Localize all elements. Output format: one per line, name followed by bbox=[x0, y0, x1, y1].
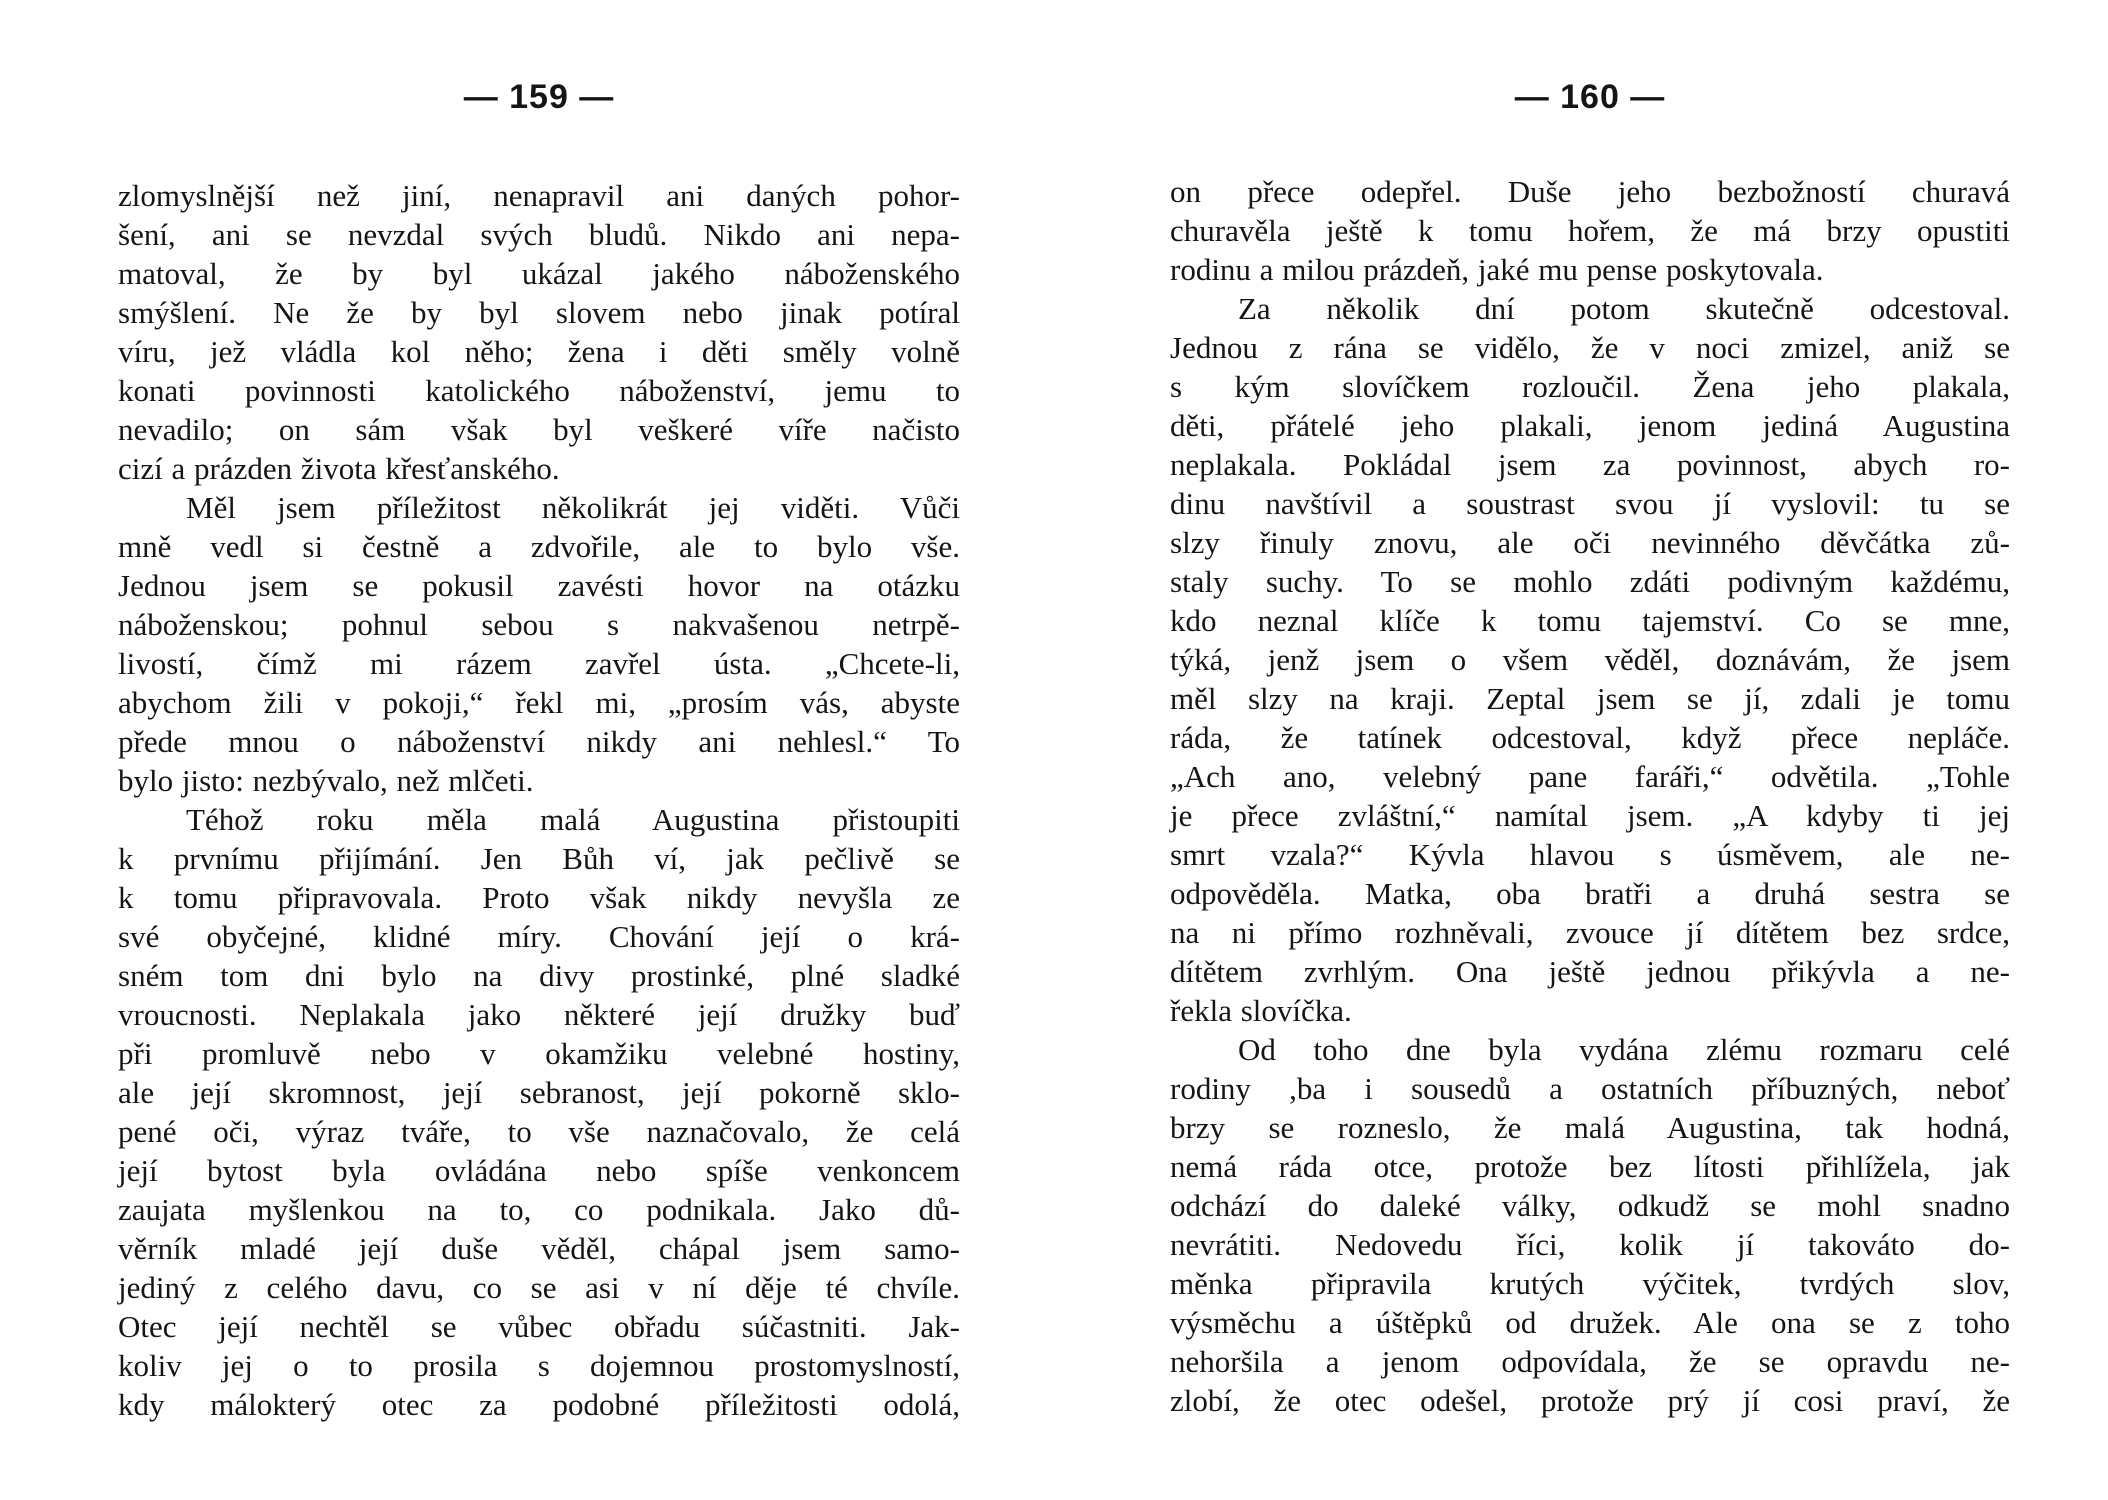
text-line: věrník mladé její duše věděl, chápal jsem samo- bbox=[118, 1231, 960, 1266]
text-line: k tomu připravovala. Proto však nikdy nevyšla ze bbox=[118, 880, 960, 915]
text-line: odchází do daleké války, odkudž se mohl snadno bbox=[1170, 1188, 2010, 1223]
text-line: livostí, čímž mi rázem zavřel ústa. „Chcete-li, bbox=[118, 646, 960, 681]
text-line: k prvnímu přijímání. Jen Bůh ví, jak pečlivě se bbox=[118, 841, 960, 876]
text-line: své obyčejné, klidné míry. Chování její o krá- bbox=[118, 919, 960, 954]
text-line: Za několik dní potom skutečně odcestoval. bbox=[1238, 291, 2010, 326]
text-line: konati povinnosti katolického náboženství, jemu to bbox=[118, 373, 960, 408]
text-line: cizí a prázden života křesťanského. bbox=[118, 451, 560, 486]
text-line: dinu navštívil a soustrast svou jí vyslovil: tu se bbox=[1170, 486, 2010, 521]
text-line: odpověděla. Matka, oba bratři a druhá sestra se bbox=[1170, 876, 2010, 911]
text-line: výsměchu a úštěpků od družek. Ale ona se z toho bbox=[1170, 1305, 2010, 1340]
text-line: Téhož roku měla malá Augustina přistoupiti bbox=[186, 802, 960, 837]
text-line: její bytost byla ovládána nebo spíše venkoncem bbox=[118, 1153, 960, 1188]
text-line: Jednou jsem se pokusil zavésti hovor na otázku bbox=[118, 568, 960, 603]
text-line: Od toho dne byla vydána zlému rozmaru celé bbox=[1238, 1032, 2010, 1067]
text-line: neplakala. Pokládal jsem za povinnost, abych ro- bbox=[1170, 447, 2010, 482]
text-line: rodiny ,ba i sousedů a ostatních příbuzných, neboť bbox=[1170, 1071, 2010, 1106]
text-line: zlomyslnější než jiní, nenapravil ani daných pohor- bbox=[118, 178, 960, 213]
text-line: churavěla ještě k tomu hořem, že má brzy opustiti bbox=[1170, 213, 2010, 248]
text-line: náboženskou; pohnul sebou s nakvašenou netrpě- bbox=[118, 607, 960, 642]
text-line: bylo jisto: nezbývalo, než mlčeti. bbox=[118, 763, 534, 798]
text-line: staly suchy. To se mohlo zdáti podivným každému, bbox=[1170, 564, 2010, 599]
text-line: on přece odepřel. Duše jeho bezbožností churavá bbox=[1170, 174, 2010, 209]
text-line: mně vedl si čestně a zdvořile, ale to bylo vše. bbox=[118, 529, 960, 564]
text-line: pené oči, výraz tváře, to vše naznačovalo, že celá bbox=[118, 1114, 960, 1149]
text-line: nevrátiti. Nedovedu říci, kolik jí takováto do- bbox=[1170, 1227, 2010, 1262]
text-line: jediný z celého davu, co se asi v ní děje té chvíle. bbox=[118, 1270, 960, 1305]
text-line: abychom žili v pokoji,“ řekl mi, „prosím vás, abyste bbox=[118, 685, 960, 720]
text-line: nemá ráda otce, protože bez lítosti přihlížela, jak bbox=[1170, 1149, 2010, 1184]
text-line: přede mnou o náboženství nikdy ani nehlesl.“ To bbox=[118, 724, 960, 759]
text-line: šení, ani se nevzdal svých bludů. Nikdo ani nepa- bbox=[118, 217, 960, 252]
text-line: víru, jež vládla kol něho; žena i děti směly volně bbox=[118, 334, 960, 369]
text-line: smýšlení. Ne že by byl slovem nebo jinak potíral bbox=[118, 295, 960, 330]
text-line: zaujata myšlenkou na to, co podnikala. Jako dů- bbox=[118, 1192, 960, 1227]
text-line: Otec její nechtěl se vůbec obřadu súčastniti. Jak- bbox=[118, 1309, 960, 1344]
text-line: Měl jsem příležitost několikrát jej viděti. Vůči bbox=[186, 490, 960, 525]
text-line: kdy málokterý otec za podobné příležitosti odolá, bbox=[118, 1387, 960, 1422]
text-line: je přece zvláštní,“ namítal jsem. „A kdyby ti jej bbox=[1170, 798, 2010, 833]
text-line: měl slzy na kraji. Zeptal jsem se jí, zdali je tomu bbox=[1170, 681, 2010, 716]
text-line: týká, jenž jsem o všem věděl, doznávám, že jsem bbox=[1170, 642, 2010, 677]
text-line: dítětem zvrhlým. Ona ještě jednou přikývla a ne- bbox=[1170, 954, 2010, 989]
text-line: „Ach ano, velebný pane faráři,“ odvětila. „Tohle bbox=[1170, 759, 2010, 794]
text-line: kdo neznal klíče k tomu tajemství. Co se mne, bbox=[1170, 603, 2010, 638]
page-number: — 159 — bbox=[463, 78, 615, 116]
text-line: s kým slovíčkem rozloučil. Žena jeho plakala, bbox=[1170, 369, 2010, 404]
text-line: řekla slovíčka. bbox=[1170, 993, 1352, 1028]
text-line: Jednou z rána se vidělo, že v noci zmizel, aniž se bbox=[1170, 330, 2010, 365]
right-page bbox=[1170, 0, 2010, 1500]
page-number: — 160 — bbox=[1514, 78, 1666, 116]
text-line: matoval, že by byl ukázal jakého náboženského bbox=[118, 256, 960, 291]
text-line: koliv jej o to prosila s dojemnou prostomyslností, bbox=[118, 1348, 960, 1383]
text-line: děti, přátelé jeho plakali, jenom jediná Augustina bbox=[1170, 408, 2010, 443]
page-text bbox=[118, 176, 960, 1424]
text-line: ale její skromnost, její sebranost, její pokorně sklo- bbox=[118, 1075, 960, 1110]
text-line: ráda, že tatínek odcestoval, když přece nepláče. bbox=[1170, 720, 2010, 755]
text-line: při promluvě nebo v okamžiku velebné hostiny, bbox=[118, 1036, 960, 1071]
text-line: na ni přímo rozhněvali, zvouce jí dítětem bez srdce, bbox=[1170, 915, 2010, 950]
left-page bbox=[118, 0, 960, 1500]
text-line: sném tom dni bylo na divy prostinké, plné sladké bbox=[118, 958, 960, 993]
text-line: vroucnosti. Neplakala jako některé její družky buď bbox=[118, 997, 960, 1032]
text-line: zlobí, že otec odešel, protože prý jí cosi praví, že bbox=[1170, 1383, 2010, 1418]
text-line: měnka připravila krutých výčitek, tvrdých slov, bbox=[1170, 1266, 2010, 1301]
page-text bbox=[1170, 172, 2010, 1420]
text-line: brzy se rozneslo, že malá Augustina, tak hodná, bbox=[1170, 1110, 2010, 1145]
text-line: nehoršila a jenom odpovídala, že se opravdu ne- bbox=[1170, 1344, 2010, 1379]
text-line: nevadilo; on sám však byl veškeré víře načisto bbox=[118, 412, 960, 447]
text-line: smrt vzala?“ Kývla hlavou s úsměvem, ale ne- bbox=[1170, 837, 2010, 872]
text-line: slzy řinuly znovu, ale oči nevinného děvčátka zů- bbox=[1170, 525, 2010, 560]
text-line: rodinu a milou prázdeň, jaké mu pense poskytovala. bbox=[1170, 252, 1824, 287]
